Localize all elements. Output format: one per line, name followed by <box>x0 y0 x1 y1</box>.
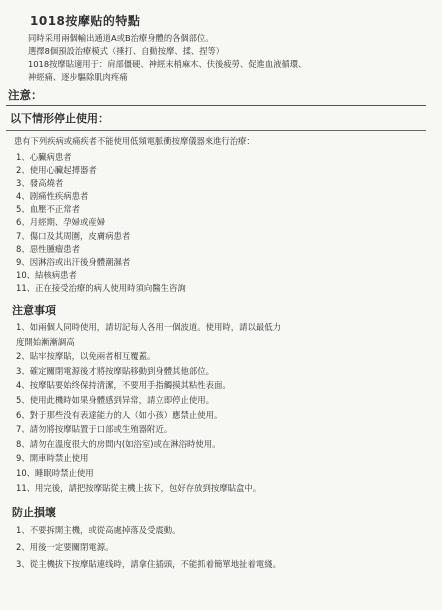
list-item: 7、請勿將按摩貼置于口部或生殖器附近。 <box>16 424 173 435</box>
stop-usage-heading: 以下情形停止使用： <box>10 112 109 125</box>
list-item: 4、按摩貼要始终保持清潔，不要用手指觸摸其粘性表面。 <box>16 380 231 391</box>
list-item: 6、月經期、孕婦或産婦 <box>16 217 106 228</box>
list-item: 11、用完後，請把按摩貼從主機上拔下，包好存放到按摩貼盒中。 <box>16 482 262 493</box>
list-item: 度開始漸漸調高 <box>16 336 75 347</box>
list-item: 10、結核病患者 <box>16 269 77 280</box>
list-item: 3、確定關閉電源後才將按摩貼移動到身體其他部位。 <box>16 365 214 376</box>
precautions-section <box>12 302 426 495</box>
list-item: 1、如兩個人同時使用，請切記每人各用一個波道。使用時，請以最低力 <box>16 322 281 333</box>
list-item: 9、開車時禁止使用 <box>16 453 89 464</box>
list-item: 11、正在接受治療的病人使用時須向醫生咨詢 <box>16 282 186 293</box>
stop-usage-section <box>10 110 426 295</box>
list-item: 1、心臟病患者 <box>16 152 72 162</box>
intro-line: 選擇8個預設治療模式（捶打、自動按摩、揉、捏等） <box>28 46 225 56</box>
list-item: 3、從主機拔下按摩貼連线時，請拿住插頭，不能抓着簡單地扯着電綫。 <box>16 559 281 570</box>
list-item: 1、不要拆開主機，或從高處掉落及受震動。 <box>16 525 181 536</box>
intro-paragraph <box>28 32 426 84</box>
list-item: 9、因淋浴或出汗後身體潮濕者 <box>16 256 131 267</box>
list-item: 2、使用心臟起搏器者 <box>16 165 97 176</box>
intro-line: 1018按摩貼適用于：肩部僵硬、神經末梢麻木、伕後疲勞、促進血液循環、 <box>28 59 307 69</box>
prevent-damage-section <box>12 504 426 573</box>
note-heading: 注意： <box>8 88 43 102</box>
list-item: 8、請勿在溫度很大的房間内(如浴室)或在淋浴時使用。 <box>16 438 221 449</box>
divider <box>6 130 426 131</box>
prevent-damage-list <box>16 522 426 573</box>
precautions-list <box>16 320 426 495</box>
intro-line: 同時采用兩個輸出通道A或B治療身體的各個部位。 <box>28 33 214 43</box>
list-item: 4、剧痛性疾病患者 <box>16 191 89 202</box>
divider <box>6 105 426 106</box>
stop-usage-list <box>16 151 426 295</box>
list-item: 2、用後一定要關閉電源。 <box>16 542 114 553</box>
prevent-damage-heading: 防止損壞 <box>12 506 56 520</box>
list-item: 5、使用此機時如果身體感到异常，請立即停止使用。 <box>16 395 214 405</box>
list-item: 3、發高燒者 <box>16 178 64 189</box>
intro-line: 神經痛、逐步驅除肌肉疼痛 <box>28 72 128 82</box>
list-item: 7、傷口及其周圍，皮膚病患者 <box>16 230 131 241</box>
document-title: 1018按摩贴的特點 <box>30 14 141 28</box>
list-item: 5、血壓不正常者 <box>16 204 80 215</box>
list-item: 6、對于那些没有表達能力的人（如小孩）應禁止使用。 <box>16 409 223 420</box>
list-item: 10、睡眠時禁止使用 <box>16 467 94 478</box>
stop-usage-lead: 患有下列疾病或痛疾者不能使用低頻電脈衝按摩儀器來進行治療： <box>14 136 255 146</box>
list-item: 8、惡性腫瘤患者 <box>16 243 80 254</box>
list-item: 2、貼牢按摩貼，以免兩者相互覆蓋。 <box>16 351 156 362</box>
precautions-heading: 注意事項 <box>12 304 56 318</box>
